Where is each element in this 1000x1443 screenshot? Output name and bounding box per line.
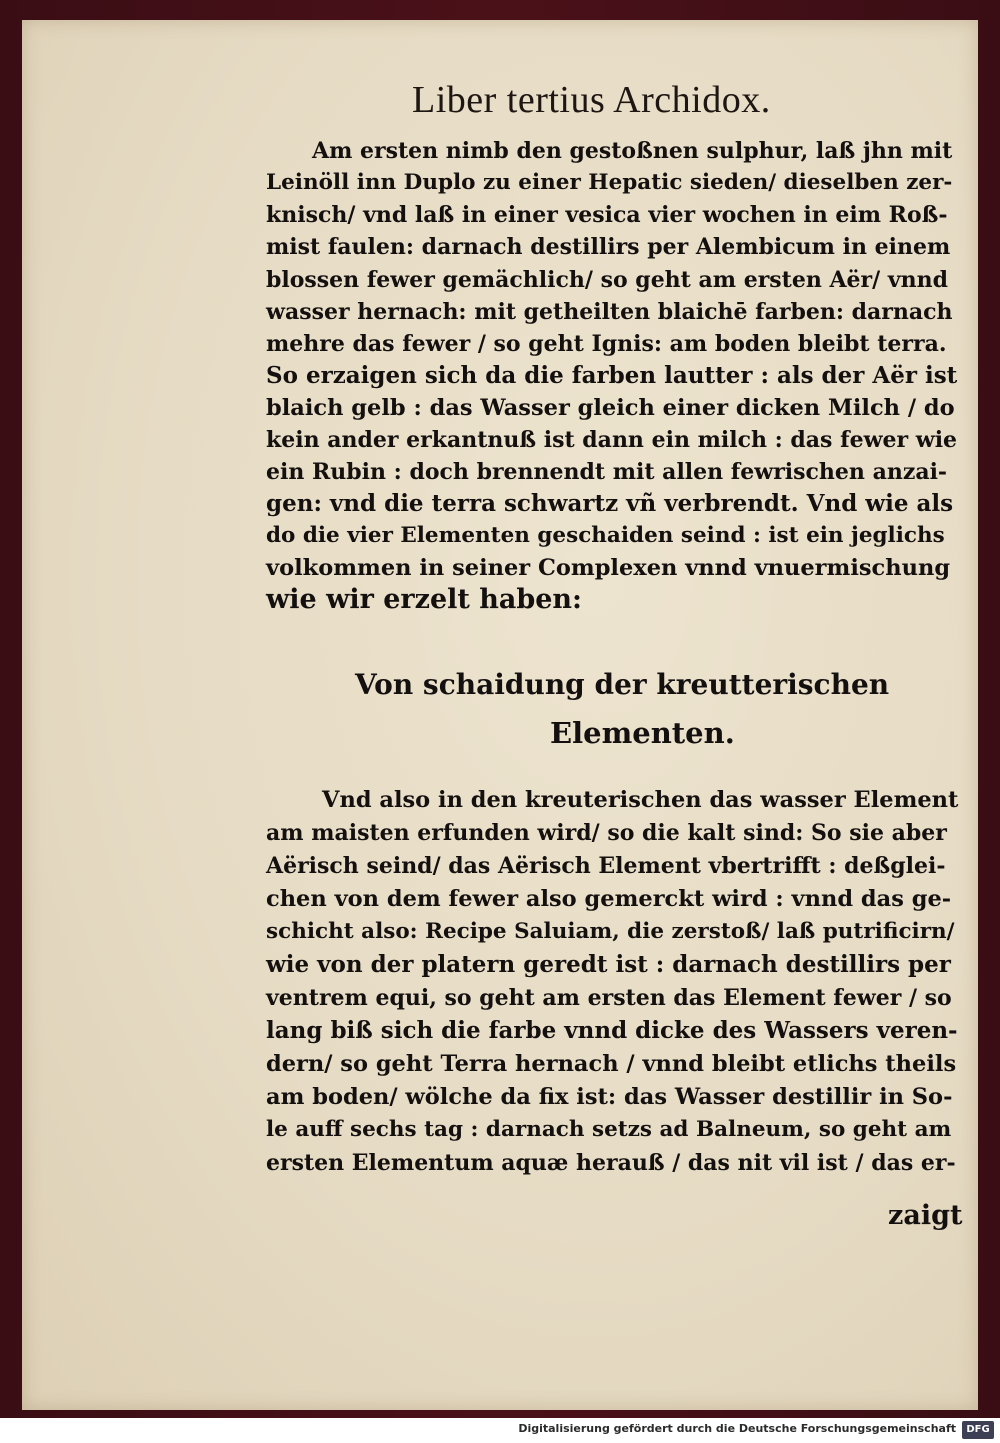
text-line: mist faulen: darnach destillirs per Alembicum in einem <box>266 234 951 260</box>
footer-bar <box>0 1418 1000 1443</box>
text-line: wie von der platern geredt ist : darnach destillirs per <box>266 951 951 978</box>
text-line: am boden/ wölche da fix ist: das Wasser destillir in So- <box>266 1084 953 1110</box>
text-line: volkommen in seiner Complexen vnnd vnuermischung <box>266 555 951 581</box>
text-line: wie wir erzelt haben: <box>266 584 583 615</box>
text-line: gen: vnd die terra schwartz vñ verbrendt. Vnd wie als <box>266 490 954 517</box>
text-line: chen von dem fewer also gemerckt wird : vnnd das ge- <box>266 886 952 912</box>
text-line: blaich gelb : das Wasser gleich einer dicken Milch / do <box>266 395 955 421</box>
text-line: dern/ so geht Terra hernach / vnnd bleibt etlichs theils <box>266 1051 957 1077</box>
text-line: ventrem equi, so geht am ersten das Element fewer / so <box>266 985 952 1011</box>
text-line: ersten Elementum aquæ herauß / das nit vil ist / das er- <box>266 1150 956 1176</box>
text-line: do die vier Elementen geschaiden seind : ist ein jeglichs <box>266 523 945 548</box>
text-line: mehre das fewer / so geht Ignis: am boden bleibt terra. <box>266 331 947 357</box>
text-line: So erzaigen sich da die farben lautter : als der Aër ist <box>266 362 958 389</box>
dfg-logo-icon: DFG <box>962 1421 994 1439</box>
text-line: kein ander erkantnuß ist dann ein milch : das fewer wie <box>266 427 958 453</box>
catchword: zaigt <box>888 1200 963 1231</box>
text-line: lang biß sich die farbe vnnd dicke des Wassers veren- <box>266 1017 958 1044</box>
text-line: Aërisch seind/ das Aërisch Element vbertrifft : deßglei- <box>266 853 946 879</box>
text-line: wasser hernach: mit getheilten blaichē farben: darnach <box>266 299 953 325</box>
text-line: Vnd also in den kreuterischen das wasser Element <box>322 787 959 813</box>
funding-notice: Digitalisierung gefördert durch die Deutsche Forschungsgemeinschaft <box>518 1422 956 1435</box>
text-line: blossen fewer gemächlich/ so geht am ersten Aër/ vnnd <box>266 267 948 293</box>
text-line: ein Rubin : doch brennendt mit allen fewrischen anzai- <box>266 459 948 485</box>
text-line: knisch/ vnd laß in einer vesica vier wochen in eim Roß- <box>266 202 948 228</box>
running-head: Liber tertius Archidox. <box>412 79 771 121</box>
text-line: am maisten erfunden wird/ so die kalt sind: So sie aber <box>266 820 947 846</box>
section-heading-continuation: Elementen. <box>550 716 735 750</box>
section-heading: Von schaidung der kreutterischen <box>355 668 890 701</box>
text-line: Leinöll inn Duplo zu einer Hepatic sieden/ dieselben zer- <box>266 170 953 195</box>
text-line: Am ersten nimb den gestoßnen sulphur, laß jhn mit <box>312 138 953 164</box>
text-line: schicht also: Recipe Saluiam, die zerstoß/ laß putrificirn/ <box>266 919 955 944</box>
text-line: le auff sechs tag : darnach setzs ad Balneum, so geht am <box>266 1117 952 1142</box>
